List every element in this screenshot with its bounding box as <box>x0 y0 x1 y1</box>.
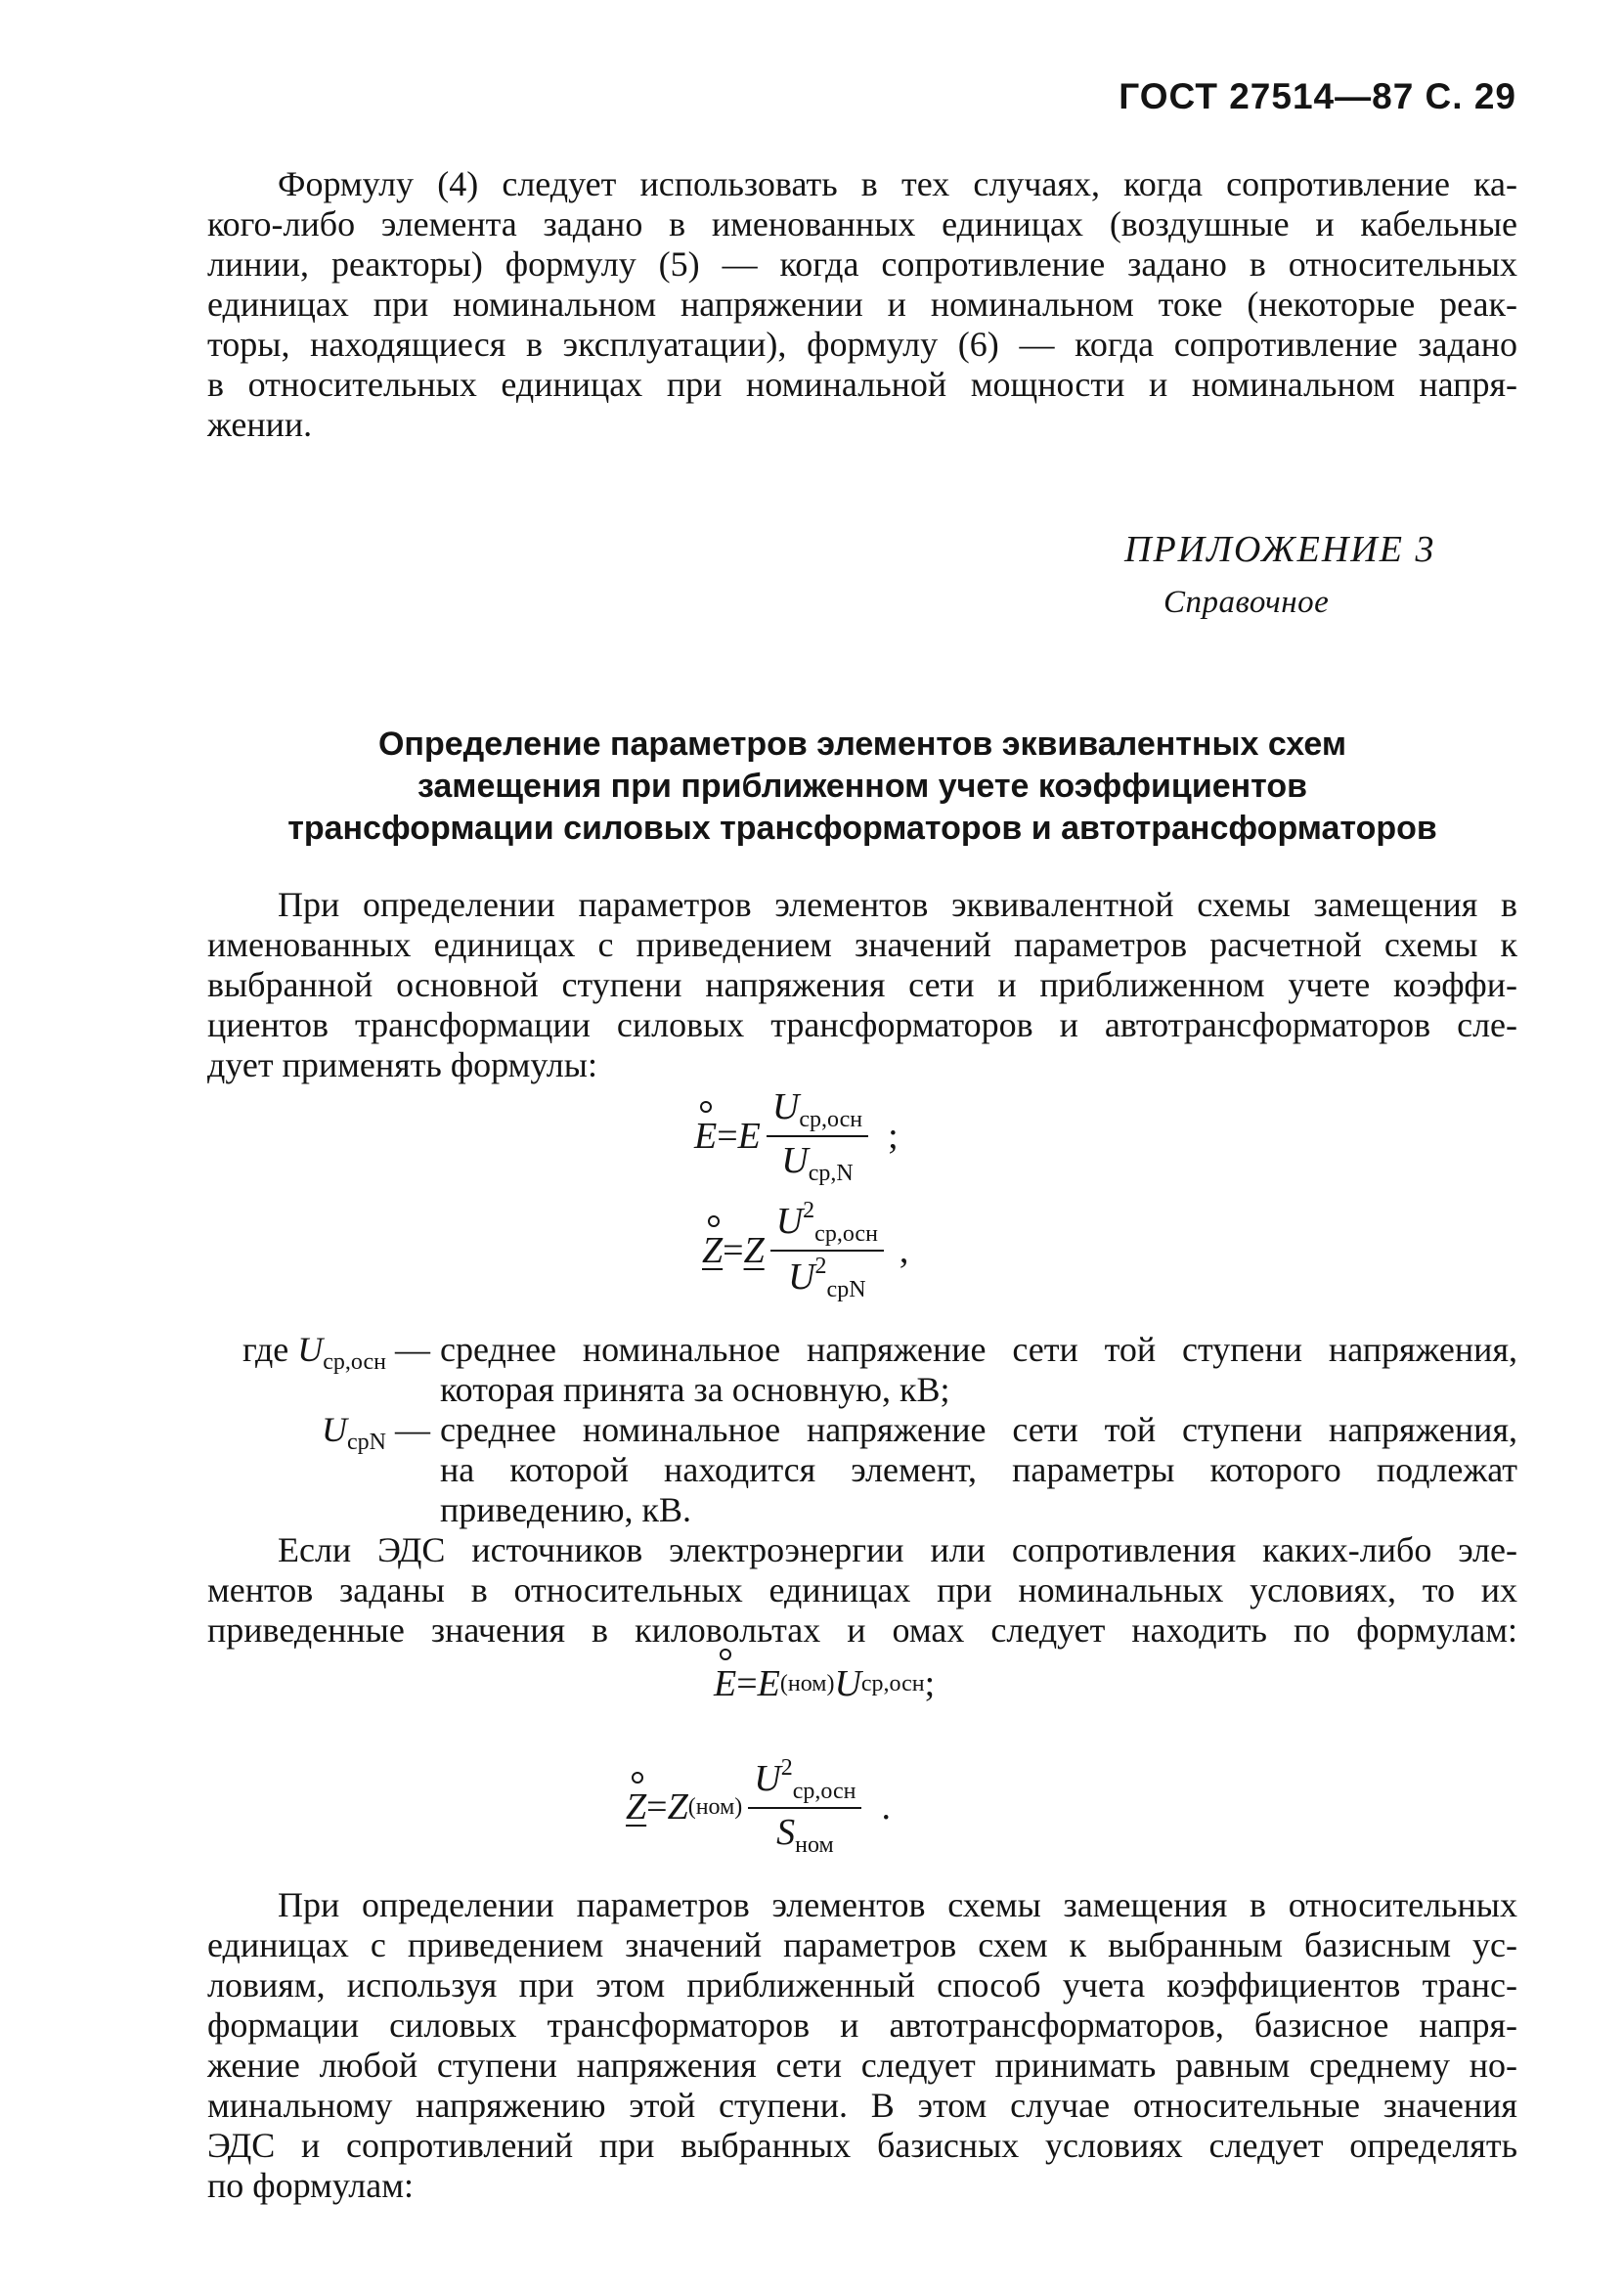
text-line: приведенные значения в киловольтах и омах следует находить по формулам: <box>207 1610 1517 1650</box>
text-line: на которой находится элемент, параметры которого подлежат <box>440 1450 1517 1489</box>
text-line: по формулам: <box>207 2166 414 2205</box>
text-line: единицах при номинальном напряжении и номинальном токе (некоторые реак- <box>207 285 1517 324</box>
text-line: ментов заданы в относительных единицах при номинальных условиях, то их <box>207 1570 1517 1609</box>
definition-u-n <box>0 1410 1624 1537</box>
text-line: формации силовых трансформаторов и автотрансформаторов, базисное напря- <box>207 2005 1517 2045</box>
formula-end: ; <box>888 1116 899 1157</box>
text-line: циентов трансформации силовых трансформаторов и автотрансформаторов сле- <box>207 1005 1517 1044</box>
definition-sub: срN <box>347 1430 386 1455</box>
formula-fraction <box>767 1085 868 1187</box>
formula-equals: = <box>736 1663 758 1704</box>
formula-fraction <box>770 1198 884 1303</box>
formula-var-sub: ср,осн <box>860 1670 925 1696</box>
formula-fraction <box>748 1755 861 1859</box>
definition-label <box>196 1410 430 1463</box>
numerator-sub: ср,осн <box>792 1779 856 1804</box>
text-line: минальному напряжению этой ступени. В этом случае относительные значения <box>207 2086 1517 2125</box>
formula-equals: = <box>646 1786 668 1828</box>
text-line: приведению, кВ. <box>440 1490 692 1529</box>
paragraph-3 <box>207 1885 1517 2206</box>
formula-coef: E <box>757 1663 780 1704</box>
definition-text <box>440 1410 1517 1530</box>
denominator-sub: срN <box>826 1277 866 1302</box>
formula-end: , <box>899 1230 909 1271</box>
title-line: Определение параметров элементов эквивалентных схем <box>377 726 1346 763</box>
numerator-var: U <box>754 1758 781 1799</box>
title-line: замещения при приближенном учете коэффициентов <box>417 768 1308 805</box>
text-line: При определении параметров элементов схемы замещения в относительных <box>278 1885 1517 1924</box>
text-line: торы, находящиеся в эксплуатации), формулу (6) — когда сопротивление задано <box>207 325 1517 364</box>
text-line: жение любой ступени напряжения сети следует принимать равным среднему но- <box>207 2046 1517 2085</box>
formula-end: . <box>881 1786 891 1828</box>
denominator-var: S <box>776 1812 796 1853</box>
denominator-var: U <box>788 1256 815 1298</box>
definition-var: U <box>297 1330 324 1369</box>
paragraph-1 <box>207 885 1517 1085</box>
numerator-sup: 2 <box>803 1198 815 1223</box>
title-line: трансформации силовых трансформаторов и автотрансформаторов <box>287 810 1437 847</box>
numerator-var: U <box>775 1201 804 1242</box>
definition-u-osn <box>0 1330 1624 1418</box>
definition-prefix: где <box>241 1330 289 1369</box>
definition-text <box>440 1330 1517 1410</box>
formula-coef: E <box>737 1116 761 1157</box>
formula-e-nom <box>714 1662 935 1705</box>
text-line: выбранной основной ступени напряжения сети и приближенном учете коэффи- <box>207 965 1517 1004</box>
formula-coef-sub: (ном) <box>779 1670 835 1696</box>
text-line: Если ЭДС источников электроэнергии или сопротивления каких-либо эле- <box>278 1530 1517 1569</box>
formula-z-ratio <box>702 1198 908 1303</box>
text-line: жении. <box>207 405 313 444</box>
paragraph-2 <box>207 1530 1517 1651</box>
text-line: ЭДС и сопротивлений при выбранных базисных условиях следует определять <box>207 2126 1517 2165</box>
formula-end: ; <box>924 1663 936 1704</box>
definition-label <box>196 1330 430 1383</box>
page-header: ГОСТ 27514—87 С. 29 <box>1119 76 1516 116</box>
numerator-sup: 2 <box>780 1755 793 1781</box>
formula-z-nom <box>626 1755 891 1859</box>
formula-coef: Z <box>743 1230 765 1271</box>
definition-var: U <box>322 1410 348 1449</box>
appendix-label: ПРИЛОЖЕНИЕ 3 <box>1124 529 1436 570</box>
formula-coef-sub: (ном) <box>687 1793 743 1820</box>
text-line: При определении параметров элементов эквивалентной схемы замещения в <box>278 885 1517 924</box>
text-line: кого-либо элемента задано в именованных единицах (воздушные и кабельные <box>207 204 1517 243</box>
formula-equals: = <box>723 1230 744 1271</box>
formula-lhs: E <box>694 1116 718 1157</box>
text-line: которая принята за основную, кВ; <box>440 1370 950 1409</box>
numerator-var: U <box>771 1086 800 1127</box>
intro-paragraph <box>207 164 1517 445</box>
definition-sub: ср,осн <box>323 1349 386 1375</box>
numerator-sub: ср,осн <box>799 1107 863 1132</box>
text-line: Формулу (4) следует использовать в тех случаях, когда сопротивление ка- <box>278 164 1517 203</box>
text-line: линии, реакторы) формулу (5) — когда сопротивление задано в относительных <box>207 244 1517 284</box>
numerator-sub: ср,осн <box>814 1221 878 1247</box>
formula-coef: Z <box>667 1786 688 1828</box>
text-line: ловиям, используя при этом приближенный способ учета коэффициентов транс- <box>207 1965 1517 2005</box>
formula-lhs: Z <box>702 1230 724 1271</box>
formula-lhs: Z <box>626 1786 647 1828</box>
definition-dash: — <box>395 1330 430 1369</box>
denominator-sup: 2 <box>814 1254 827 1279</box>
formula-var: U <box>834 1663 861 1704</box>
denominator-sub: ном <box>795 1832 834 1858</box>
text-line: дует применять формулы: <box>207 1045 597 1084</box>
formula-e-ratio <box>694 1085 899 1187</box>
formula-lhs: E <box>714 1663 737 1704</box>
formula-equals: = <box>717 1116 738 1157</box>
text-line: среднее номинальное напряжение сети той ступени напряжения, <box>440 1330 1517 1369</box>
definition-dash: — <box>395 1410 430 1449</box>
denominator-var: U <box>781 1140 809 1181</box>
text-line: единицах с приведением значений параметров схем к выбранным базисным ус- <box>207 1925 1517 1964</box>
text-line: среднее номинальное напряжение сети той ступени напряжения, <box>440 1410 1517 1449</box>
text-line: в относительных единицах при номинальной мощности и номинальном напря- <box>207 365 1517 404</box>
section-title <box>207 724 1517 850</box>
text-line: именованных единицах с приведением значений параметров расчетной схемы к <box>207 925 1517 964</box>
appendix-subtitle: Справочное <box>1163 585 1330 620</box>
denominator-sub: ср,N <box>808 1161 854 1186</box>
